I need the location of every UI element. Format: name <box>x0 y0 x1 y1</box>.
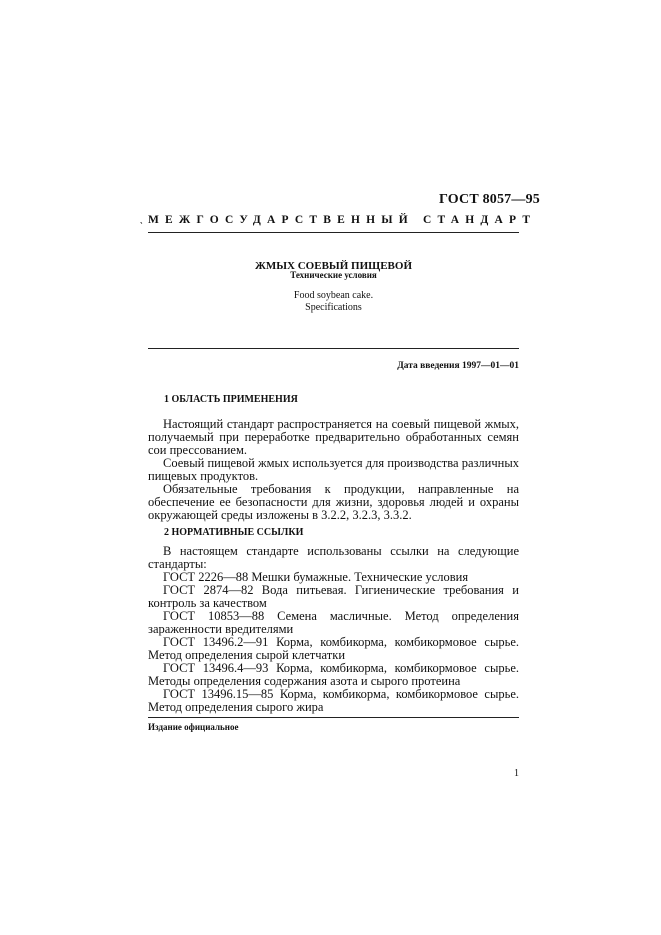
reference-item: ГОСТ 13496.2—91 Корма, комбикорма, комбикормовое сырье. Метод определения сырой клетчатки <box>148 635 519 662</box>
english-title-line-1: Food soybean cake. <box>293 290 374 301</box>
reference-item: ГОСТ 2226—88 Мешки бумажные. Технические условия <box>163 570 469 584</box>
paragraph: Обязательные требования к продукции, направленные на обеспечение ее безопасности для жизни, здоровья людей и охраны окружающей среды изложены в 3.2.2, 3.2.3, 3.3.2. <box>148 482 519 522</box>
reference-item: ГОСТ 2874—82 Вода питьевая. Гигиенические требования и контроль за качеством <box>148 583 519 610</box>
english-title-line-2: Specifications <box>305 302 362 313</box>
document-subtitle: Технические условия <box>290 270 377 280</box>
section-2-body <box>148 545 519 714</box>
standard-number: ГОСТ 8057—95 <box>439 192 540 207</box>
header-divider <box>148 232 519 233</box>
paragraph: Настоящий стандарт распространяется на соевый пищевой жмых, получаемый при переработке предварительно обработанных семян сои прессованием. <box>148 417 519 457</box>
scan-mark: ‵ <box>140 221 143 233</box>
official-edition-note: Издание официальное <box>148 722 239 732</box>
section-1-body <box>148 418 519 522</box>
interstate-standard-label: МЕЖГОСУДАРСТВЕННЫЙ СТАНДАРТ <box>148 214 537 226</box>
title-divider <box>148 348 519 349</box>
reference-item: ГОСТ 13496.4—93 Корма, комбикорма, комбикормовое сырье. Методы определения содержания азота и сырого протеина <box>148 661 519 688</box>
page-number: 1 <box>514 768 519 779</box>
reference-item: ГОСТ 13496.15—85 Корма, комбикорма, комбикормовое сырье. Метод определения сырого жира <box>148 687 519 714</box>
reference-item: ГОСТ 10853—88 Семена масличные. Метод определения зараженности вредителями <box>148 609 519 636</box>
section-2-heading: 2 НОРМАТИВНЫЕ ССЫЛКИ <box>164 527 304 538</box>
document-title: ЖМЫХ СОЕВЫЙ ПИЩЕВОЙ <box>254 260 412 272</box>
introduction-date: Дата введения 1997—01—01 <box>397 361 519 371</box>
footer-divider <box>148 717 519 718</box>
paragraph: Соевый пищевой жмых используется для производства различных пищевых продуктов. <box>148 456 519 483</box>
english-title <box>148 290 519 314</box>
paragraph: В настоящем стандарте использованы ссылки на следующие стандарты: <box>148 544 519 571</box>
section-1-heading: 1 ОБЛАСТЬ ПРИМЕНЕНИЯ <box>164 394 298 405</box>
